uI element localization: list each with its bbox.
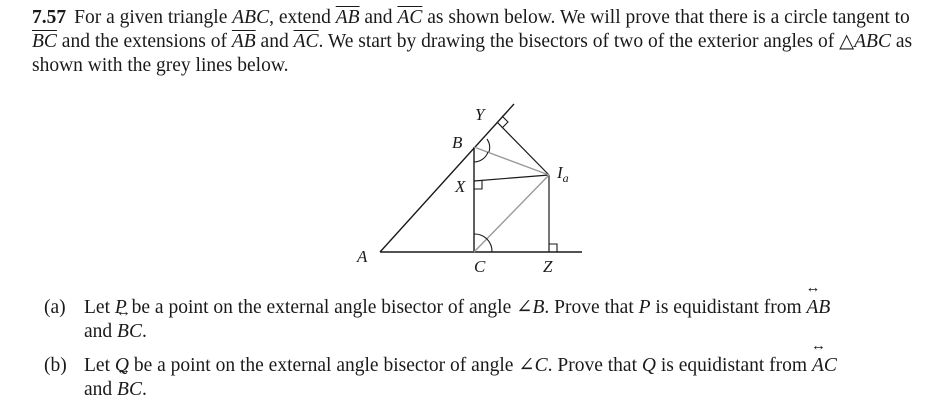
intro-text-1: For a given triangle <box>74 7 233 28</box>
part-label: (b) <box>44 355 67 376</box>
intro-text-2: , extend <box>269 7 336 28</box>
segment-ac-2: $\overline{AC}$ <box>293 31 319 52</box>
part-text-seg: Let <box>84 297 115 318</box>
angle-arc-b-inner <box>474 152 488 162</box>
line-a-to-extension-ab <box>380 104 514 252</box>
variable-q: Q <box>114 355 129 376</box>
part-a <box>44 296 924 344</box>
perpendicular-ia-x <box>474 175 549 181</box>
segment-bc: $\overline{BC}$ <box>32 31 57 52</box>
right-angle-mark-y <box>502 116 508 128</box>
intro-text-5: and the extensions of <box>56 31 232 52</box>
variable-p: P <box>114 297 127 318</box>
line-ab: ↔ AB <box>807 296 831 320</box>
problem-parts <box>44 296 924 412</box>
part-text-seg: be a point on the external angle bisector of angle <box>128 355 519 376</box>
exterior-bisector-b <box>474 147 549 175</box>
variable-p: P <box>638 297 651 318</box>
angle-arc-c-outer <box>487 239 492 252</box>
label-a: A <box>357 247 368 266</box>
part-text-seg: . Prove that <box>544 297 639 318</box>
segment-ac: $\overline{AC}$ <box>397 7 423 28</box>
segment-ab: $\overline{AB}$ <box>335 7 360 28</box>
label-x: X <box>455 177 466 196</box>
angle-symbol: ∠ <box>516 297 533 318</box>
part-text-seg: is equidistant from <box>650 297 807 318</box>
label-ia <box>556 163 569 185</box>
right-angle-mark-x <box>474 181 482 189</box>
angle-symbol: ∠ <box>518 355 535 376</box>
part-text-seg: be a point on the external angle bisector of angle <box>126 297 517 318</box>
intro-text-3: and <box>359 7 398 28</box>
label-b: B <box>452 133 463 152</box>
part-text <box>84 296 924 344</box>
perpendicular-ia-y <box>497 122 549 175</box>
line-bc: ↔ BC <box>117 320 142 344</box>
intro-text-7: . We start by drawing the bisectors of two of the exterior angles of <box>318 31 840 52</box>
intro-text-6: and <box>255 31 294 52</box>
part-text <box>84 354 924 402</box>
part-text-seg: and <box>84 321 118 342</box>
right-angle-mark-z <box>549 244 557 252</box>
intro-text-8: as shown with the grey lines below. <box>32 31 913 76</box>
triangle-name: ABC <box>232 7 270 28</box>
label-ia-subscript: a <box>562 171 569 185</box>
part-text-seg: is equidistant from <box>655 355 812 376</box>
label-z: Z <box>543 257 553 276</box>
exterior-bisector-c <box>474 175 549 252</box>
part-text-seg: . <box>141 321 147 342</box>
triangle-name-2: ABC <box>854 31 891 52</box>
part-text-seg: . <box>141 379 147 400</box>
part-label: (a) <box>44 297 66 318</box>
segment-ab-2: $\overline{AB}$ <box>231 31 256 52</box>
angle-arc-b-outer <box>487 139 490 152</box>
part-text-seg: and <box>84 379 118 400</box>
part-text-seg: Let <box>84 355 115 376</box>
part-text-seg: . Prove that <box>547 355 642 376</box>
angle-vertex: B <box>532 297 545 318</box>
problem-number: 7.57 <box>32 7 67 28</box>
variable-q: Q <box>641 355 656 376</box>
label-y: Y <box>475 105 485 124</box>
angle-arc-c-inner <box>474 234 487 239</box>
label-c: C <box>474 257 486 276</box>
line-bc: ↔ BC <box>117 378 142 402</box>
triangle-symbol: △ <box>839 31 855 52</box>
label-ia-main: I <box>557 163 563 182</box>
intro-text-4: as shown below. We will prove that there is a circle tangent to <box>422 7 910 28</box>
angle-vertex: C <box>534 355 548 376</box>
part-b <box>44 354 924 402</box>
line-ac: ↔ AC <box>812 354 837 378</box>
